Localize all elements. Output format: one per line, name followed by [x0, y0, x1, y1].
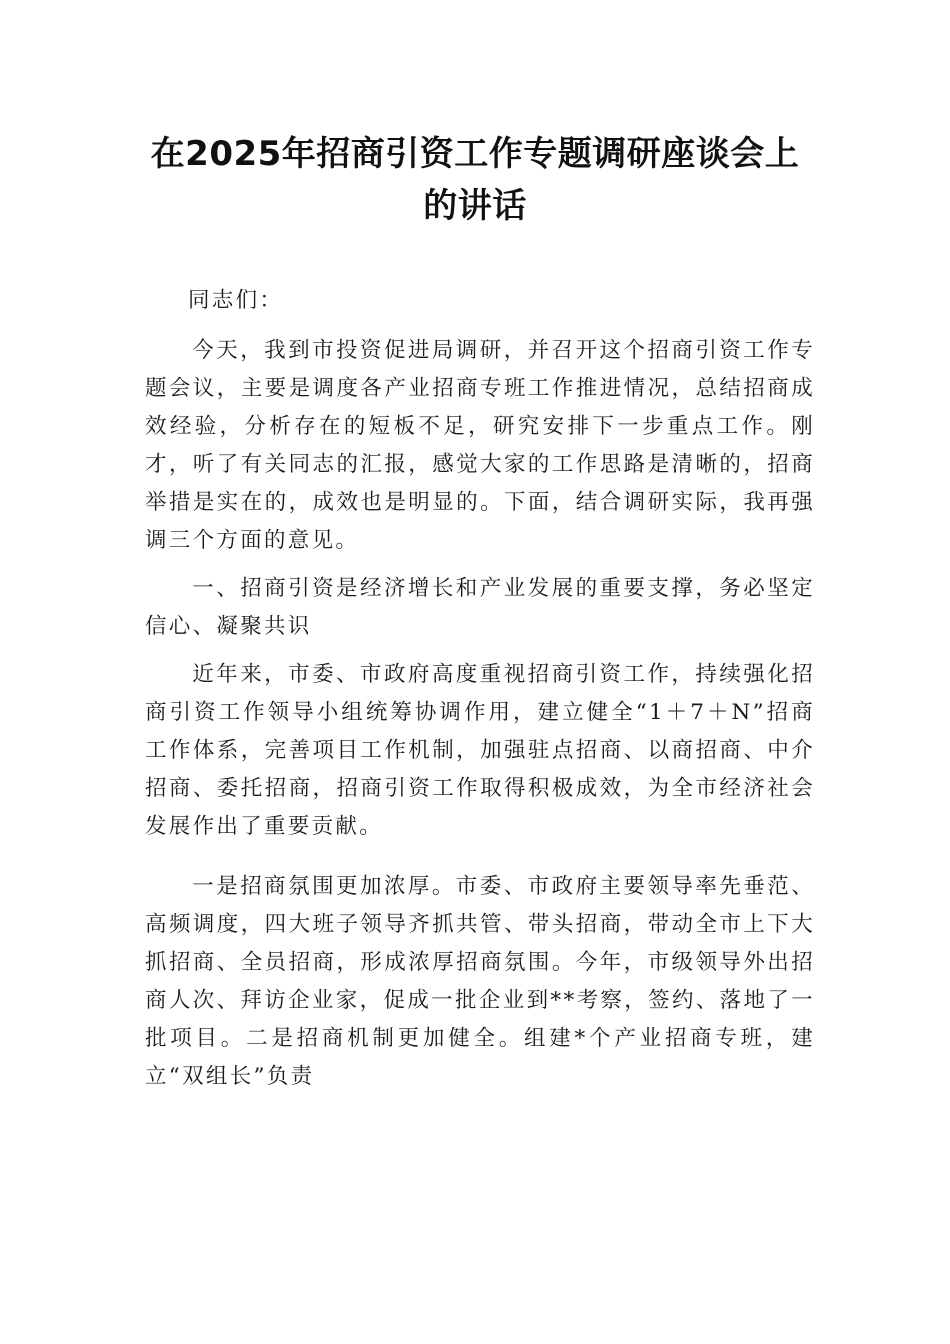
paragraph-intro: 今天，我到市投资促进局调研，并召开这个招商引资工作专题会议，主要是调度各产业招商专班工作推进情况，总结招商成效经验，分析存在的短板不足，研究安排下一步重点工作。刚才，听了有关同志的汇报，感觉大家的工作思路是清晰的，招商举措是实在的，成效也是明显的。下面，结合调研实际，我再强调三个方面的意见。	[145, 338, 815, 553]
paragraph-background: 近年来，市委、市政府高度重视招商引资工作，持续强化招商引资工作领导小组统筹协调作用，建立健全“1＋7＋N”招商工作体系，完善项目工作机制，加强驻点招商、以商招商、中介招商、委托招商，招商引资工作取得积极成效，为全市经济社会发展作出了重要贡献。	[145, 662, 815, 839]
section-heading-1: 一、招商引资是经济增长和产业发展的重要支撑，务必坚定信心、凝聚共识	[145, 576, 815, 639]
document-body	[145, 282, 815, 1106]
document-title: 在2025年招商引资工作专题调研座谈会上的讲话	[150, 134, 800, 226]
salutation: 同志们：	[188, 288, 284, 313]
paragraph-achievements: 一是招商氛围更加浓厚。市委、市政府主要领导率先垂范、高频调度，四大班子领导齐抓共管、带头招商，带动全市上下大抓招商、全员招商，形成浓厚招商氛围。今年，市级领导外出招商人次、拜访企业家，促成一批企业到**考察，签约、落地了一批项目。二是招商机制更加健全。组建*个产业招商专班，建立“双组长”负责	[145, 874, 815, 1089]
